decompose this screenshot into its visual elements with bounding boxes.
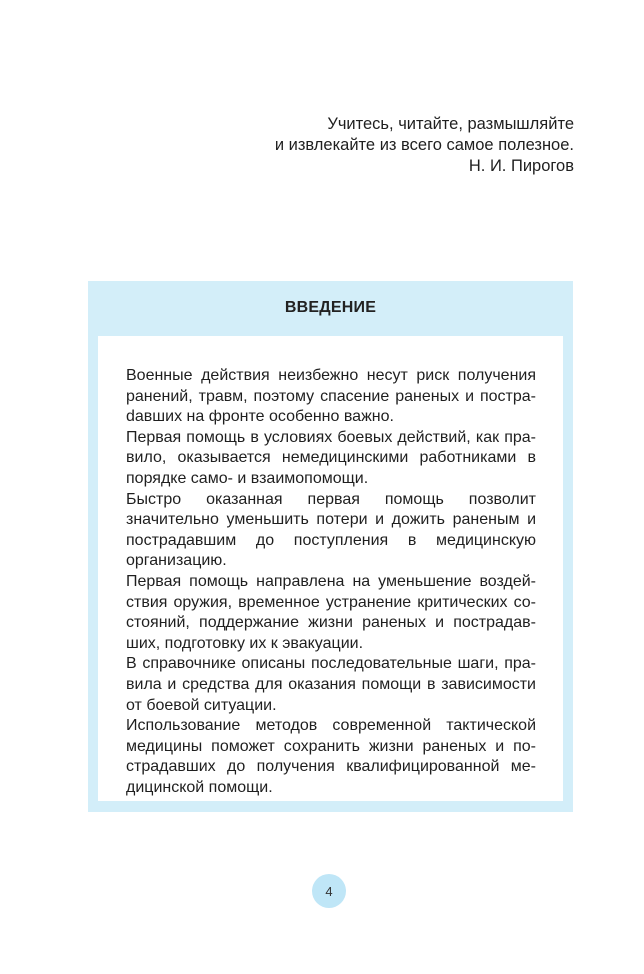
epigraph-author: Н. И. Пирогов	[468, 157, 574, 175]
intro-paragraph: В справочнике описаны последовательные шаги, правила и средства для оказания помощи в зависимости от боевой ситуации.	[126, 655, 536, 714]
introduction-title: ВВЕДЕНИЕ	[284, 299, 377, 316]
page-number-badge	[312, 874, 346, 908]
epigraph-line-1: Учитесь, читайте, размышляйте	[327, 115, 574, 133]
epigraph	[154, 114, 574, 177]
intro-paragraph: Первая помощь в условиях боевых действий, как правило, оказывается немедицинскими работниками в порядке само- и взаимопомощи.	[126, 428, 536, 487]
epigraph-line-2: и извлекайте из всего самое полезное.	[274, 136, 574, 154]
page-number: 4	[325, 883, 333, 899]
intro-paragraph: Военные действия неизбежно несут риск получения ранений, травм, поэтому спасение раненых и постраdавших на фронте особенно важно.	[126, 367, 536, 426]
introduction-panel	[88, 281, 573, 812]
intro-paragraph: Использование методов современной тактической медицины поможет сохранить жизни раненых и пострадавших до получения квалифицированной медицинской помощи.	[126, 717, 536, 796]
introduction-body	[98, 336, 563, 801]
intro-paragraph: Быстро оказанная первая помощь позволит значительно уменьшить потери и дожить раненым и пострадавшим до поступления в медицинскую организацию.	[126, 490, 536, 570]
intro-paragraph: Первая помощь направлена на уменьшение воздействия оружия, временное устранение критических состояний, поддержание жизни раненых и пострадавших, подготовку их к эвакуации.	[126, 572, 536, 652]
